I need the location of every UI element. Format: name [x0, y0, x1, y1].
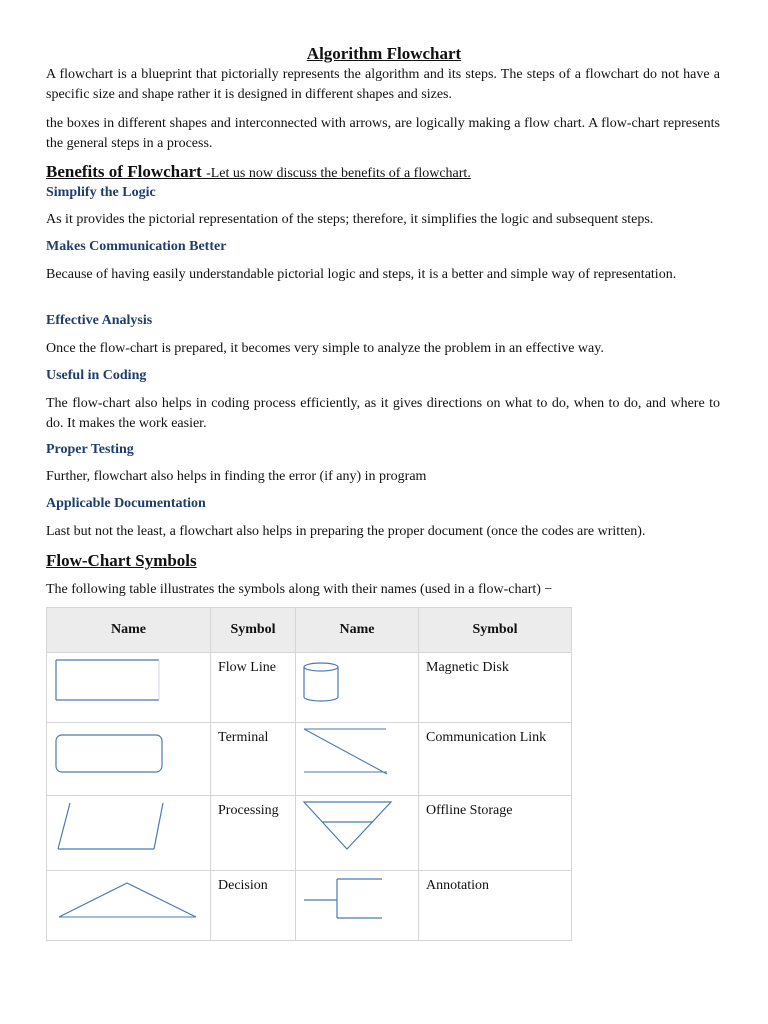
symbol-name: Terminal [218, 730, 269, 745]
name-cell [419, 723, 572, 796]
parallelogram-symbol-icon [47, 796, 210, 870]
name-cell [211, 871, 296, 941]
symbol-name: Flow Line [218, 660, 276, 675]
benefit-text: Further, flowchart also helps in finding the error (if any) in program [46, 469, 427, 484]
benefit-title: Effective Analysis [46, 313, 153, 328]
table-header-row [47, 608, 572, 653]
table-row [47, 653, 572, 723]
name-cell [419, 871, 572, 941]
name-cell [419, 796, 572, 871]
symbols-heading: Flow-Chart Symbols [46, 551, 197, 570]
benefits-heading-text: Benefits of Flowchart [46, 162, 202, 181]
benefit-title: Makes Communication Better [46, 239, 227, 254]
benefit-title: Proper Testing [46, 442, 134, 457]
symbol-name: Communication Link [426, 730, 547, 745]
benefit-text: Because of having easily understandable pictorial logic and steps, it is a better and simple way of representation. [46, 267, 677, 282]
benefit-title: Useful in Coding [46, 368, 147, 383]
triangle-symbol-icon [47, 871, 210, 939]
table-header-cell: Symbol [211, 608, 296, 653]
symbol-cell [47, 723, 211, 796]
table-row [47, 723, 572, 796]
cylinder-symbol-icon [296, 653, 418, 721]
intro-paragraph-2: the boxes in different shapes and interconnected with arrows, are logically making a flow chart. A flow-chart represents the general steps in a process. [46, 116, 720, 151]
benefit-text: Once the flow-chart is prepared, it becomes very simple to analyze the problem in an effective way. [46, 341, 604, 356]
symbol-name: Offline Storage [426, 803, 513, 818]
name-cell [211, 653, 296, 723]
symbol-name: Annotation [426, 878, 489, 893]
symbol-cell [296, 871, 419, 941]
benefits-heading [46, 162, 471, 182]
table-row [47, 796, 572, 871]
benefits-heading-tail: -Let us now discuss the benefits of a flowchart. [206, 166, 471, 181]
symbol-name: Processing [218, 803, 279, 818]
table-row [47, 871, 572, 941]
benefit-text: Last but not the least, a flowchart also helps in preparing the proper document (once the codes are written). [46, 524, 646, 539]
annotation-bracket-symbol-icon [296, 871, 418, 939]
name-cell [419, 653, 572, 723]
symbol-cell [296, 796, 419, 871]
benefit-title: Simplify the Logic [46, 185, 156, 200]
intro-paragraph-1: A flowchart is a blueprint that pictorially represents the algorithm and its steps. The steps of a flowchart do not have a specific size and shape rather it is designed in different shapes and sizes. [46, 67, 720, 102]
symbol-cell [296, 723, 419, 796]
table-header-cell: Name [47, 608, 211, 653]
benefit-title: Applicable Documentation [46, 496, 206, 511]
symbol-cell [296, 653, 419, 723]
symbol-name: Decision [218, 878, 268, 893]
table-header-cell: Symbol [419, 608, 572, 653]
symbol-cell [47, 796, 211, 871]
symbol-cell [47, 871, 211, 941]
symbols-intro: The following table illustrates the symbols along with their names (used in a flow-chart) − [46, 582, 553, 597]
name-cell [211, 723, 296, 796]
symbol-cell [47, 653, 211, 723]
rounded-rectangle-symbol-icon [47, 723, 210, 795]
inverted-triangle-symbol-icon [296, 796, 418, 870]
benefit-text: As it provides the pictorial representation of the steps; therefore, it simplifies the logic and subsequent steps. [46, 212, 654, 227]
symbol-name: Magnetic Disk [426, 660, 509, 675]
communication-link-symbol-icon [296, 723, 418, 795]
symbols-table [46, 607, 572, 941]
page-title: Algorithm Flowchart [306, 44, 462, 63]
table-header-cell: Name [296, 608, 419, 653]
benefit-text: The flow-chart also helps in coding process efficiently, as it gives directions on what to do, when to do, and where to do. It makes the work easier. [46, 396, 720, 431]
rectangle-symbol-icon [47, 653, 210, 721]
name-cell [211, 796, 296, 871]
